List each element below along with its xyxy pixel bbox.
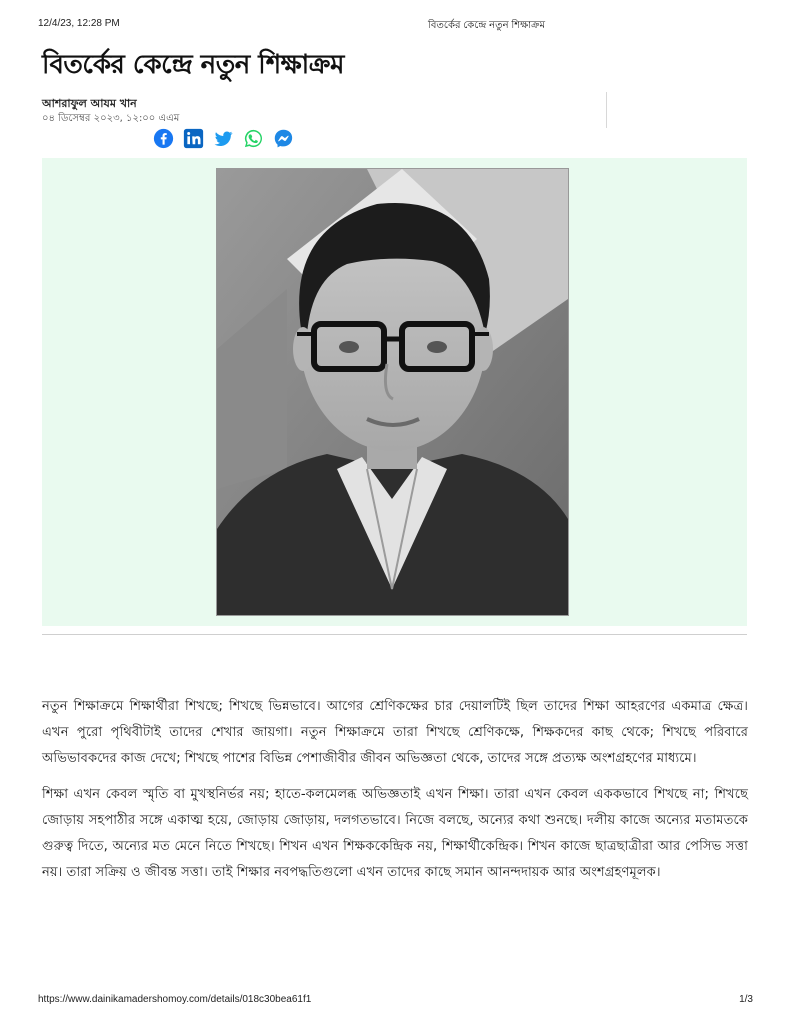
print-url[interactable]: https://www.dainikamadershomoy.com/details/018c30bea61f1: [38, 994, 312, 1005]
article-body: [42, 694, 748, 896]
print-page-number: 1/3: [739, 994, 753, 1005]
print-tab-title: বিতর্কের কেন্দ্রে নতুন শিক্ষাক্রম: [428, 20, 546, 31]
article-headline: বিতর্কের কেন্দ্রে নতুন শিক্ষাক্রম: [42, 50, 344, 80]
print-header: [38, 18, 753, 32]
author-portrait-image: [217, 169, 568, 615]
facebook-share-button[interactable]: [153, 128, 174, 149]
linkedin-icon: [183, 128, 204, 149]
messenger-share-button[interactable]: [273, 128, 294, 149]
whatsapp-share-button[interactable]: [243, 128, 264, 149]
twitter-share-button[interactable]: [213, 128, 234, 149]
featured-media: [42, 158, 747, 626]
print-footer: [38, 994, 753, 1008]
author-name[interactable]: আশরাফুল আযম খান: [42, 97, 137, 110]
article-paragraph: নতুন শিক্ষাক্রমে শিক্ষার্থীরা শিখছে; শিখছে ভিন্নভাবে। আগের শ্রেণিকক্ষের চার দেয়ালটিই ছিল তাদের শিক্ষা আহরণের একমাত্র ক্ষেত্র। এখন পুরো পৃথিবীটাই তাদের শেখার জায়গা। নতুন শিক্ষাক্রমে তারা শিখছে শ্রেণিকক্ষে, শিক্ষকদের কাছ থেকে; শিখছে পরিবারে অভিভাবকদের কাজ দেখে; শিখছে পাশের বিভিন্ন পেশাজীবীর জীবন অভিজ্ঞতা থেকে, তাদের সঙ্গে প্রত্যক্ষ অংশগ্রহণের মাধ্যমে।: [42, 699, 748, 766]
author-photo: [216, 168, 569, 616]
publish-date: ০৪ ডিসেম্বর ২০২৩, ১২:০০ এএম: [42, 113, 180, 124]
messenger-icon: [273, 128, 294, 149]
article-paragraph: শিক্ষা এখন কেবল স্মৃতি বা মুখস্থনির্ভর নয়; হাতে-কলমেলব্ধ অভিজ্ঞতাই এখন শিক্ষা। তারা এখন কেবল এককভাবে শিখছে না; শিখছে জোড়ায় সহপাঠীর সঙ্গে একাত্ম হয়ে, জোড়ায় জোড়ায়, দলগতভাবে। নিজে বলছে, অন্যের কথা শুনছে। দলীয় কাজে অন্যের মতামতকে গুরুত্ব দিতে, অন্যের মত মেনে নিতে শিখছে। শিখন এখন শিক্ষককেন্দ্রিক নয়, শিক্ষার্থীকেন্দ্রিক। শিখন কাজে ছাত্রছাত্রীরা আর পেসিভ সত্তা নয়। তারা সক্রিয় ও জীবন্ত সত্তা। তাই শিক্ষার নবপদ্ধতিগুলো এখন তাদের কাছে সমান আনন্দদায়ক আর অংশগ্রহণমূলক।: [42, 787, 748, 880]
twitter-icon: [213, 128, 234, 149]
content-divider: [42, 634, 747, 635]
print-datetime: 12/4/23, 12:28 PM: [38, 18, 120, 29]
whatsapp-icon: [243, 128, 264, 149]
share-bar: [153, 128, 294, 149]
media-side-panel: [577, 158, 747, 626]
linkedin-share-button[interactable]: [183, 128, 204, 149]
facebook-icon: [153, 128, 174, 149]
byline: [42, 92, 607, 128]
